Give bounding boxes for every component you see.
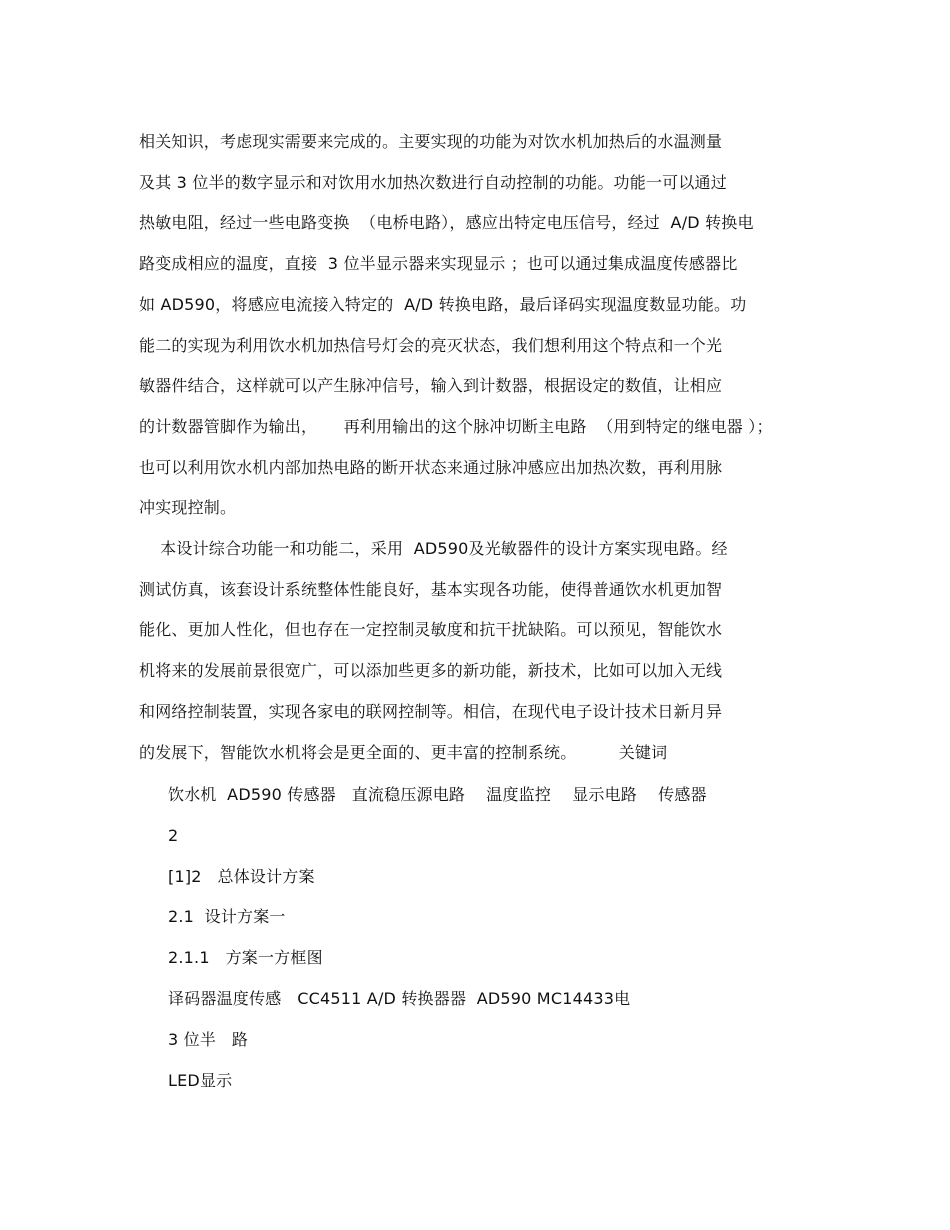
subsubsection-heading: 2.1.1 方案一方框图 [168, 948, 323, 967]
diagram-text-line: 3 位半 路 [168, 1030, 249, 1049]
body-text-line: 热敏电阻，经过一些电路变换 （电桥电路），感应出特定电压信号，经过 A/D 转换电 [139, 213, 754, 232]
body-text-line: 及其 3 位半的数字显示和对饮用水加热次数进行自动控制的功能。功能一可以通过 [139, 173, 727, 192]
page-number: 2 [168, 826, 179, 845]
diagram-text-line: LED显示 [168, 1071, 233, 1090]
body-text-line: 本设计综合功能一和功能二，采用 AD590及光敏器件的设计方案实现电路。经 [139, 539, 728, 558]
body-text-line: 测试仿真，该套设计系统整体性能良好，基本实现各功能，使得普通饮水机更加智 [139, 580, 723, 599]
body-text-line: 也可以利用饮水机内部加热电路的断开状态来通过脉冲感应出加热次数，再利用脉 [139, 458, 723, 477]
body-text-line: 路变成相应的温度，直接 3 位半显示器来实现显示 ；也可以通过集成温度传感器比 [139, 254, 738, 273]
body-text-line: 和网络控制装置，实现各家电的联网控制等。相信，在现代电子设计技术日新月异 [139, 702, 723, 721]
body-text-line: 敏器件结合，这样就可以产生脉冲信号，输入到计数器，根据设定的数值，让相应 [139, 376, 723, 395]
body-text-line: 能化、更加人性化，但也存在一定控制灵敏度和抗干扰缺陷。可以预见，智能饮水 [139, 620, 723, 639]
body-text-line: 冲实现控制。 [139, 498, 237, 517]
body-text-line: 的计数器管脚作为输出， 再利用输出的这个脉冲切断主电路 （用到特定的继电器 ）； [139, 417, 773, 436]
body-text-line: 的发展下，智能饮水机将会是更全面的、更丰富的控制系统。 关键词 [139, 743, 668, 762]
body-text-line: 机将来的发展前景很宽广，可以添加些更多的新功能，新技术，比如可以加入无线 [139, 661, 723, 680]
body-text-line: 能二的实现为利用饮水机加热信号灯会的亮灭状态，我们想利用这个特点和一个光 [139, 336, 723, 355]
diagram-text-line: 译码器温度传感 CC4511 A/D 转换器器 AD590 MC14433电 [168, 989, 631, 1008]
subsection-heading: 2.1 设计方案一 [168, 907, 286, 926]
keywords-line: 饮水机 AD590 传感器 直流稳压源电路 温度监控 显示电路 传感器 [168, 785, 707, 804]
body-text-line: 相关知识，考虑现实需要来完成的。主要实现的功能为对饮水机加热后的水温测量 [139, 132, 723, 151]
body-text-line: 如 AD590，将感应电流接入特定的 A/D 转换电路，最后译码实现温度数显功能。功 [139, 295, 747, 314]
section-heading: [1]2 总体设计方案 [168, 867, 315, 886]
